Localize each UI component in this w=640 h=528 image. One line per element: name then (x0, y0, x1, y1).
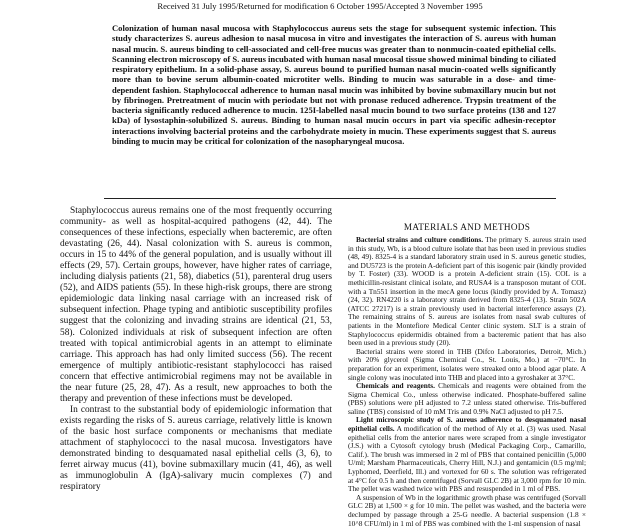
methods-paragraph (348, 348, 586, 382)
paragraph-body: The primary S. aureus strain used in this study, Wb, is a blood culture isolate that has been used in previous studies (48, 49). 8325-4 is a standard laboratory strain used in S. aureus genetic studies, and DU5723 is the protein A-deficient part of this isogenic pair (kindly provided by T. Foster) (33). WOOD is a protein A-deficient strain (15). COL is a methicillin-resistant clinical isolate, and RUSA4 is a transposon mutant of COL with a Tn551 insertion in the mecA gene locus (kindly provided by A. Tomasz) (24, 32). RN4220 is a laboratory strain derived from 8325-4 (13). Strain 502A (ATCC 27217) is a strain previously used in bacterial interference assays (2). The remaining strains of S. aureus are isolates from nasal swab cultures of patients in the Montefiore Medical Center clinic system. SLT is a strain of Staphylococcus epidermidis obtained from a bacteremic patient that has also been used in a previous study (20). (348, 235, 586, 348)
methods-column (348, 236, 586, 528)
paragraph-body: A suspension of Wb in the logarithmic growth phase was centrifuged (Sorvall GLC 2B) at 1,500 × g for 10 min. The pellet was washed, and the bacteria were declumped by passage through a 25-G needle. A bacterial suspension (1.8 × 10^8 CFU/ml) in 1 ml of PBS was combined with the 1-ml suspension of nasal (348, 492, 586, 528)
introduction-column (60, 206, 332, 493)
paragraph-body: Bacterial strains were stored in THB (Difco Laboratories, Detroit, Mich.) with 20% glycerol (Sigma Chemical Co., St. Louis, Mo.) at −70°C. In preparation for an experiment, isolates were streaked onto a blood agar plate. A single colony was inoculated into THB and placed into a gyroshaker at 37°C. (348, 346, 586, 382)
section-heading-methods: MATERIALS AND METHODS (403, 222, 531, 232)
abstract-text: Colonization of human nasal mucosa with Staphylococcus aureus sets the stage for subsequent systemic infection. This study characterizes S. aureus adhesion to nasal mucosa in vitro and investigates the interaction of S. aureus with human nasal mucin. S. aureus binding to cell-associated and cell-free mucus was greater than to nonmucin-coated epithelial cells. Scanning electron microscopy of S. aureus incubated with human nasal mucosal tissue showed minimal binding to ciliated respiratory epithelium. In a solid-phase assay, S. aureus bound to purified human nasal mucin-coated wells significantly more than to bovine serum albumin-coated microtiter wells. Binding to mucin was saturable in a dose- and time-dependent fashion. Staphylococcal adherence to human nasal mucin was inhibited by bovine submaxillary mucin but not by fibrinogen. Pretreatment of mucin with periodate but not with pronase reduced adherence. Trypsin treatment of the bacteria significantly reduced adherence to mucin. 125I-labelled nasal mucin bound to two surface proteins (138 and 127 kDa) of lysostaphin-solubilized S. aureus. Binding to human nasal mucin occurs in part via specific adhesin-receptor interactions involving bacterial proteins and the carbohydrate moiety in mucin. These experiments suggest that S. aureus binding to mucin may be critical for colonization of the nasopharyngeal mucosa. (112, 23, 556, 146)
paragraph-run-in-heading: Chemicals and reagents. (356, 381, 436, 391)
paragraph-run-in-heading: Light microscopic study of S. aureus adherence to desquamated nasal epithelial cells. (348, 415, 586, 434)
methods-paragraph (348, 494, 586, 528)
intro-paragraph: Staphylococcus aureus remains one of the most frequently occurring community- as well as hospital-acquired pathogens (42, 44). The consequences of these infections, especially when bacteremic, are often devastating (26, 44). Nasal colonization with S. aureus is common, occurs in 15 to 44% of the general population, and is usually without ill effects (29, 57). Certain groups, however, have higher rates of carriage, including dialysis patients (21, 58), diabetics (51), parenteral drug users (52), and AIDS patients (55). In these high-risk groups, there are strong epidemiologic data linking nasal carriage with an increased risk of subsequent infection. Phage typing and antibiotic susceptibility profiles suggest that the colonizing and invading strains are identical (21, 53, 58). Colonized individuals at risk of subsequent infection are often treated with topical antimicrobial agents in an attempt to eliminate carriage. This approach has had only limited success (56). The recent emergence of multiply antibiotic-resistant staphylococci has raised concern that effective antimicrobial regimens may not be available in the near future (25, 28, 47). As a result, new approaches to both the therapy and prevention of these infections must be developed. (60, 206, 332, 404)
received-dates-line: Received 31 July 1995/Returned for modification 6 October 1995/Accepted 3 November 1995 (157, 1, 483, 11)
paragraph-body: Chemicals and reagents were obtained from the Sigma Chemical Co., unless otherwise indicated. Phosphate-buffered saline (PBS) solutions were pH adjusted to 7.2 unless stated otherwise. Tris-buffered saline (TBS) consisted of 10 mM Tris and 0.9% NaCl adjusted to pH 7.5. (348, 381, 586, 416)
methods-paragraph (348, 382, 586, 416)
methods-paragraph (348, 236, 586, 348)
paragraph-body: A modification of the method of Aly et al. (3) was used. Nasal epithelial cells from the anterior nares were scraped from a single investigator (J.S.) with a Cytosoft cytology brush (Medical Packaging Corp., Camarillo, Calif.). The brush was immersed in 2 ml of PBS that contained penicillin (5,000 U/ml; Marsham Pharmaceuticals, Cherry Hill, N.J.) and gentamicin (0.5 mg/ml; Lyphomed, Deerfield, Ill.) and vortexed for 60 s. The solution was refrigerated at 4°C for 0.5 h and then centrifuged (Sorvall GLC 2B) at 3,000 rpm for 10 min. The pellet was washed twice with PBS and resuspended in 1 ml of PBS. (348, 424, 586, 494)
paragraph-run-in-heading: Bacterial strains and culture conditions. (356, 235, 484, 244)
methods-paragraph (348, 416, 586, 493)
intro-paragraph: In contrast to the substantial body of epidemiologic information that exists regarding the risks of S. aureus carriage, relatively little is known of the basic host surface components or mechanisms that mediate attachment of staphylococci to the nasal mucosa. Investigators have demonstrated binding to desquamated nasal epithelial cells (3, 6), to ferret airway mucus (41), bovine submaxillary mucin (41, 46), as well as immunoglobulin A (IgA)-salivary mucin complexes (7) and respiratory (60, 404, 332, 493)
abstract-divider (104, 198, 556, 199)
